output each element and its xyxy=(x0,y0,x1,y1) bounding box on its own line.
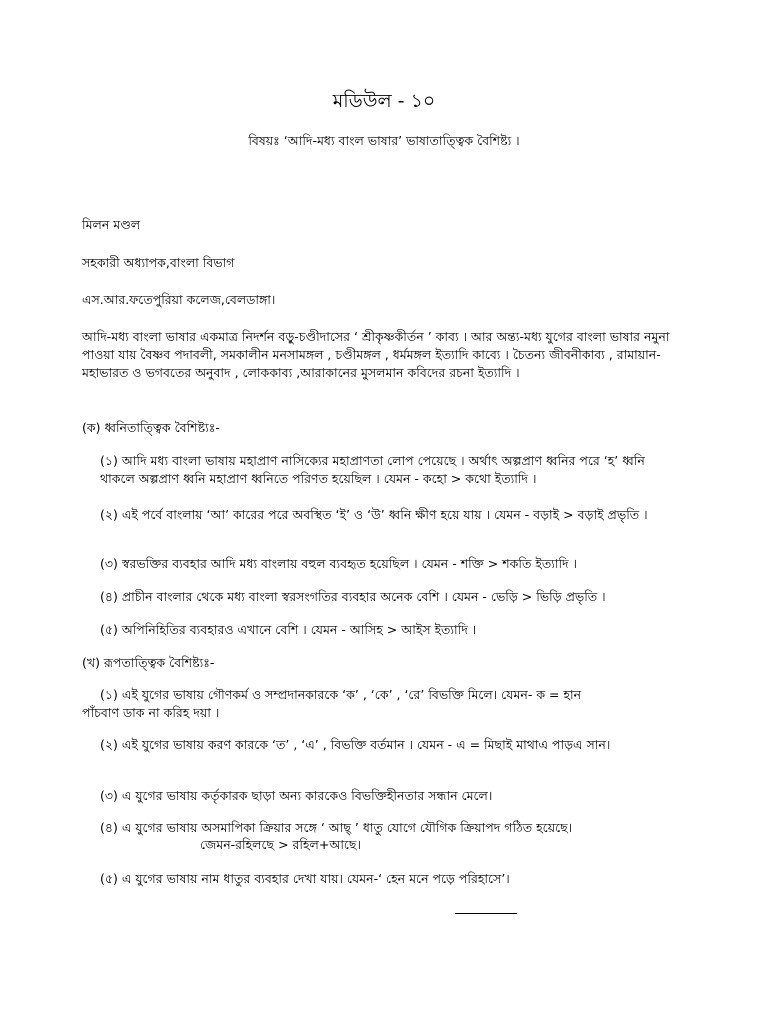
section-kha-point-5: (৫) এ যুগের ভাষায় নাম ধাতুর ব্যবহার দেখা যায়। যেমন-‘ হেন মনে পড়ে পরিহাসে’। xyxy=(100,871,510,886)
section-kha-point-1-line-1: (১) এই যুগের ভাষায় গৌণকর্ম ও সম্প্রদানকারকে ‘ক’ , ‘কে’ , ‘রে’ বিভক্তি মিলে। যেমন- ক = হান xyxy=(100,687,582,702)
author-designation: সহকারী অধ্যাপক,বাংলা বিভাগ xyxy=(82,255,235,270)
section-kha-point-3: (৩) এ যুগের ভাষায় কর্তৃকারক ছাড়া অন্য কারকেও বিভক্তিহীনতার সন্ধান মেলে। xyxy=(100,788,493,803)
page-title: মডিউল - ১০ xyxy=(332,90,436,112)
section-ka-point-5: (৫) অপিনিহিতির ব্যবহারও এখানে বেশি । যেমন - আসিহ > আইস ইত্যাদি । xyxy=(100,622,477,637)
section-kha-point-4-line-1: (৪) এ যুগের ভাষায় অসমাপিকা ক্রিয়ার সঙ্গে ‘ আছ্‌ ’ ধাতু যোগে যৌগিক ক্রিয়াপদ গঠিত হয়েছে। xyxy=(100,820,573,835)
section-ka-point-2: (২) এই পর্বে বাংলায় ‘আ’ কারের পরে অবস্থিত ‘ই’ ও ‘উ’ ধ্বনি ক্ষীণ হয়ে যায় । যেমন - বড়াই > বড়াই প্রভৃতি । xyxy=(100,507,648,522)
section-ka-heading: (ক) ধ্বনিতাত্ত্বিক বৈশিষ্ট্যঃ- xyxy=(82,420,220,435)
section-kha-point-2: (২) এই যুগের ভাষায় করণ কারকে ‘ত’ , ‘এ’ , বিভক্তি বর্তমান । যেমন - এ = মিছাই মাথাএ পাড়এ সান। xyxy=(100,737,611,752)
section-kha-heading: (খ) রূপতাত্ত্বিক বৈশিষ্ট্যঃ- xyxy=(82,655,215,670)
section-ka-point-4: (৪) প্রাচীন বাংলার থেকে মধ্য বাংলা স্বরসংগতির ব্যবহার অনেক বেশি । যেমন - ভেড়ি > ভিড়ি প্রভৃতি । xyxy=(100,589,606,604)
section-ka-point-1: (১) আদি মধ্য বাংলা ভাষায় মহাপ্রাণ নাসিক্যের মহাপ্রাণতা লোপ পেয়েছে । অর্থাৎ অল্পপ্রাণ ধ্বনির পরে ‘হ’ ধ্বনি থাকলে অল্পপ্রাণ ধ্বনি মহাপ্রাণ ধ্বনিতে পরিণত হয়েছিল । যেমন - কহো > কথো ইত্যাদি । xyxy=(100,453,645,486)
author-name: মিলন মণ্ডল xyxy=(82,217,141,232)
college-name: এস.আর.ফতেপুরিয়া কলেজ,বেলডাঙ্গা। xyxy=(82,292,276,307)
subject-line: বিষয়ঃ ‘আদি-মধ্য বাংল ভাষার’ ভাষাতাত্ত্বিক বৈশিষ্ট্য । xyxy=(248,133,520,148)
intro-paragraph: আদি-মধ্য বাংলা ভাষার একমাত্র নিদর্শন বড়ু-চণ্ডীদাসের ‘ শ্রীকৃষ্ণকীর্তন ’ কাব্য । আর অন্ত্য-মধ্য যুগের বাংলা ভাষার নমুনা পাওয়া যায় বৈষ্ণব পদাবলী, সমকালীন মনসামঙ্গল , চণ্ডীমঙ্গল , ধর্মমঙ্গল ইত্যাদি কাব্যে । চৈতন্য জীবনীকাব্য , রামায়ান- মহাভারত ও ভগবতের অনুবাদ , লোককাব্য ,আরাকানের মুসলমান কবিদের রচনা ইত্যাদি । xyxy=(82,329,670,380)
section-kha-point-4-line-2: জেমন-রহিলছে > রহিল+আছে। xyxy=(200,837,361,852)
section-ka-point-3: (৩) স্বরভক্তির ব্যবহার আদি মধ্য বাংলায় বহুল ব্যবহৃত হয়েছিল । যেমন - শক্তি > শকতি ইত্যাদি । xyxy=(100,556,578,571)
section-kha-point-1-line-2: পাঁচবাণ ডাক না করিহ দয়া । xyxy=(82,705,220,720)
end-rule xyxy=(455,913,517,914)
